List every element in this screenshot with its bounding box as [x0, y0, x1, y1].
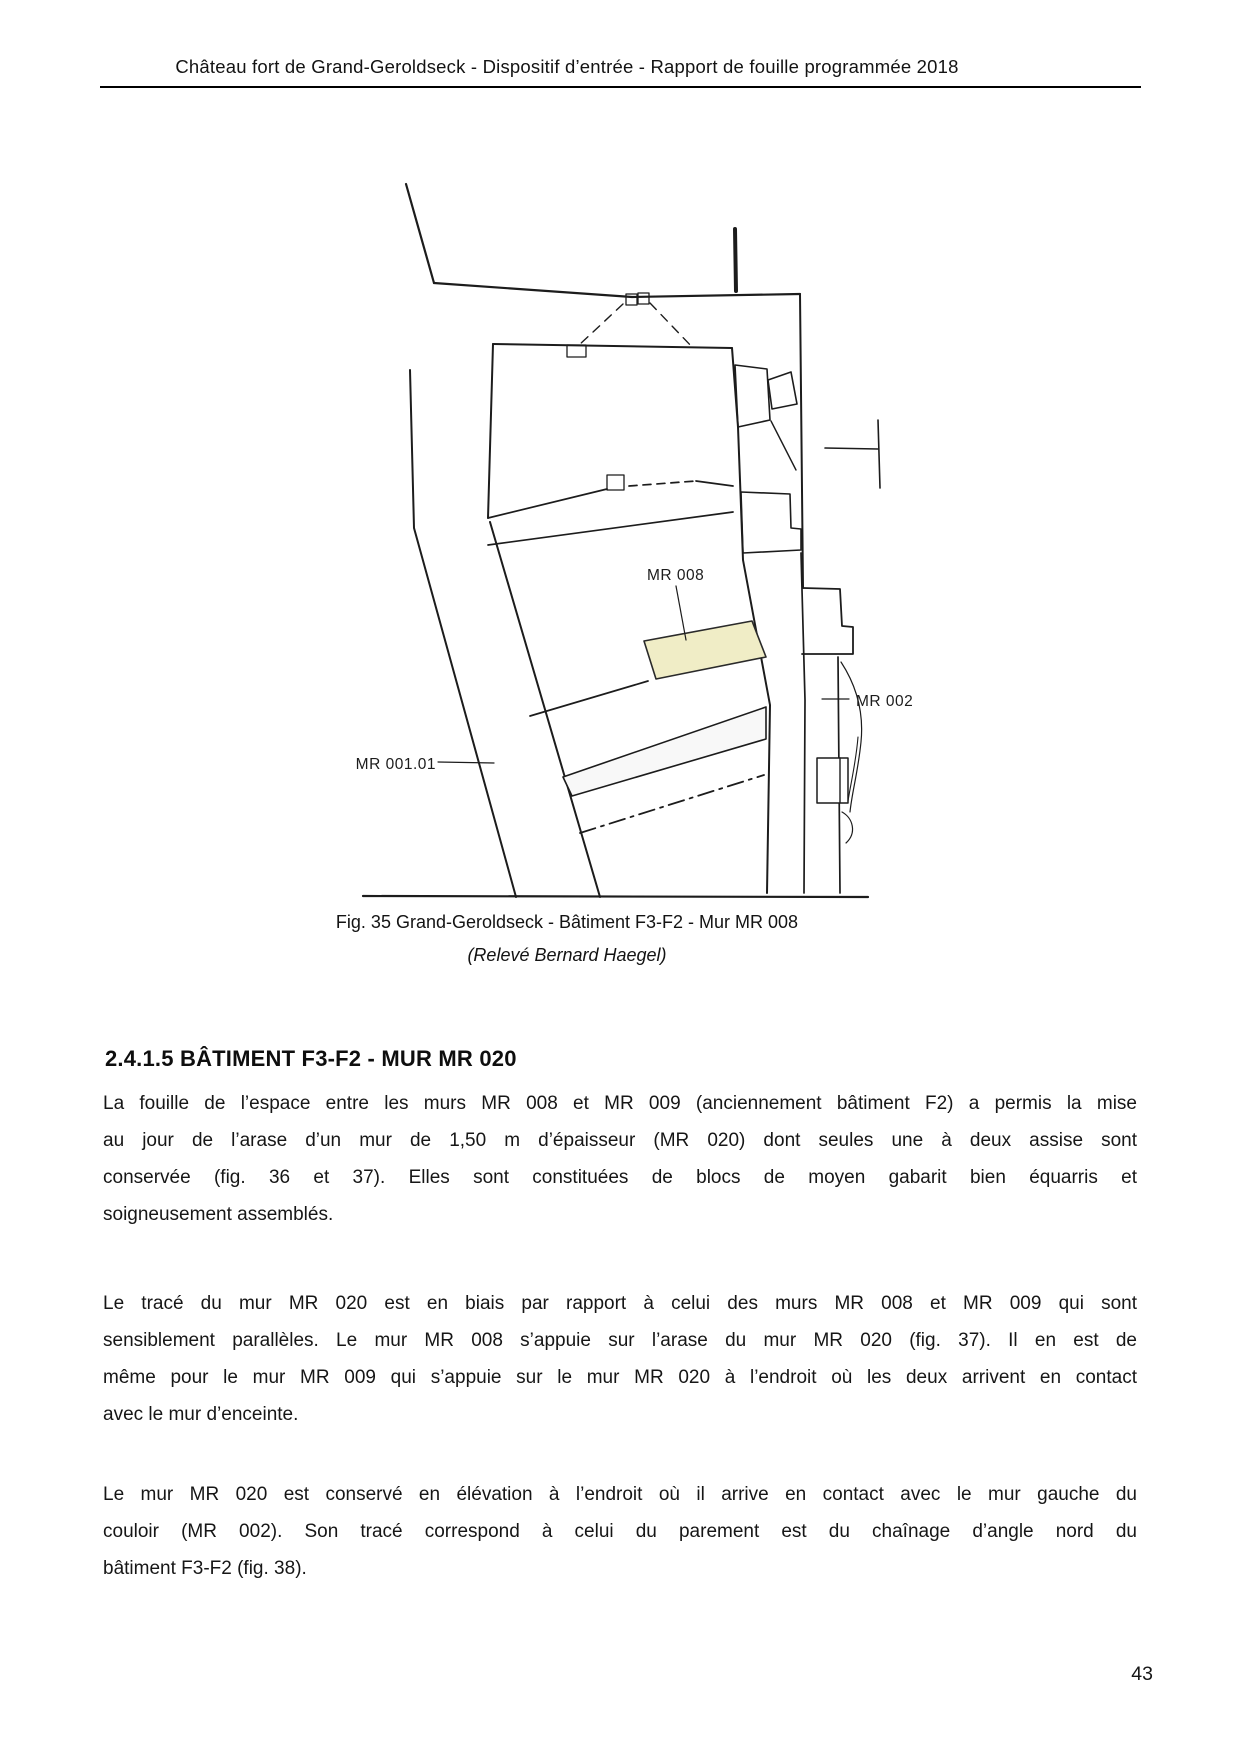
plan-wall-line: [825, 448, 878, 449]
figure-caption-credit: (Relevé Bernard Haegel): [467, 945, 667, 965]
paragraph-3: [103, 1476, 1137, 1587]
paragraph-line: conservée (fig. 36 et 37). Elles sont constituées de blocs de moyen gabarit bien équarris et: [103, 1167, 1137, 1188]
plan-corridor-wall: [801, 553, 805, 893]
plan-notch: [638, 293, 649, 304]
plan-label-mr00101: MR 001.01: [355, 756, 436, 773]
plan-mr008-highlight: [644, 621, 766, 679]
paragraph-line: au jour de l’arase d’un mur de 1,50 m d’épaisseur (MR 020) dont seules une à deux assise sont: [103, 1130, 1137, 1151]
plan-dashed-line: [578, 304, 623, 346]
plan-dashed-line: [650, 303, 694, 349]
plan-notch: [607, 475, 624, 490]
section-heading: 2.4.1.5 BÂTIMENT F3-F2 - MUR MR 020: [105, 1046, 517, 1072]
plan-pier: [735, 365, 770, 427]
paragraph-line: La fouille de l’espace entre les murs MR 008 et MR 009 (anciennement bâtiment F2) a permis la mise: [103, 1093, 1137, 1114]
plan-wall-line: [434, 283, 800, 297]
plan-pier: [768, 372, 797, 409]
plan-step-wall: [802, 588, 853, 654]
plan-enceinte-inner: [490, 522, 600, 897]
paragraph-line: couloir (MR 002). Son tracé correspond à celui du parement est du chaînage d’angle nord du: [103, 1521, 1137, 1542]
figure-caption-title: Fig. 35 Grand-Geroldseck - Bâtiment F3-F2 - Mur MR 008: [335, 912, 799, 932]
plan-label-mr002: MR 002: [856, 693, 914, 710]
paragraph-line: même pour le mur MR 009 qui s’appuie sur le mur MR 020 à l’endroit où les deux arrivent en contact: [103, 1367, 1137, 1388]
plan-rubble-curve: [842, 812, 853, 843]
plan-wall-line: [530, 681, 648, 716]
plan-building-top-edge: [493, 344, 732, 348]
plan-leader-mr008: [676, 586, 686, 640]
plan-wall-line: [696, 481, 733, 486]
paragraph-2: [103, 1285, 1137, 1433]
paragraph-1: [103, 1085, 1137, 1233]
plan-lower-band: [563, 707, 766, 796]
page-header-title: Château fort de Grand-Geroldseck - Dispositif d’entrée - Rapport de fouille programmée 2018: [175, 56, 959, 77]
paragraph-line: Le mur MR 020 est conservé en élévation à l’endroit où il arrive en contact avec le mur gauche du: [103, 1484, 1137, 1505]
paragraph-line: sensiblement parallèles. Le mur MR 008 s’appuie sur l’arase du mur MR 020 (fig. 37). Il en est de: [103, 1330, 1137, 1351]
paragraph-line: soigneusement assemblés.: [103, 1204, 334, 1225]
plan-dashed-line: [629, 481, 696, 486]
plan-label-mr008: MR 008: [647, 567, 705, 584]
plan-wall-line: [406, 184, 434, 283]
plan-pier: [741, 492, 801, 553]
page-number: 43: [1131, 1663, 1153, 1685]
plan-enceinte-outer: [410, 370, 516, 897]
plan-building-west-edge: [488, 344, 493, 518]
plan-wall-line: [488, 512, 733, 545]
plan-wall-line: [488, 489, 607, 518]
plan-leader-mr00101: [438, 762, 494, 763]
plan-wall-line: [878, 420, 880, 488]
paragraph-line: avec le mur d’enceinte.: [103, 1404, 299, 1425]
figure-caption: [0, 906, 1134, 972]
paragraph-line: bâtiment F3-F2 (fig. 38).: [103, 1558, 307, 1579]
plan-ground-line: [363, 896, 868, 897]
plan-wall-line: [735, 229, 736, 291]
paragraph-line: Le tracé du mur MR 020 est en biais par rapport à celui des murs MR 008 et MR 009 qui sont: [103, 1293, 1137, 1314]
plan-wall-line: [771, 421, 796, 470]
plan-notch: [567, 345, 586, 357]
plan-door-block: [817, 758, 848, 803]
